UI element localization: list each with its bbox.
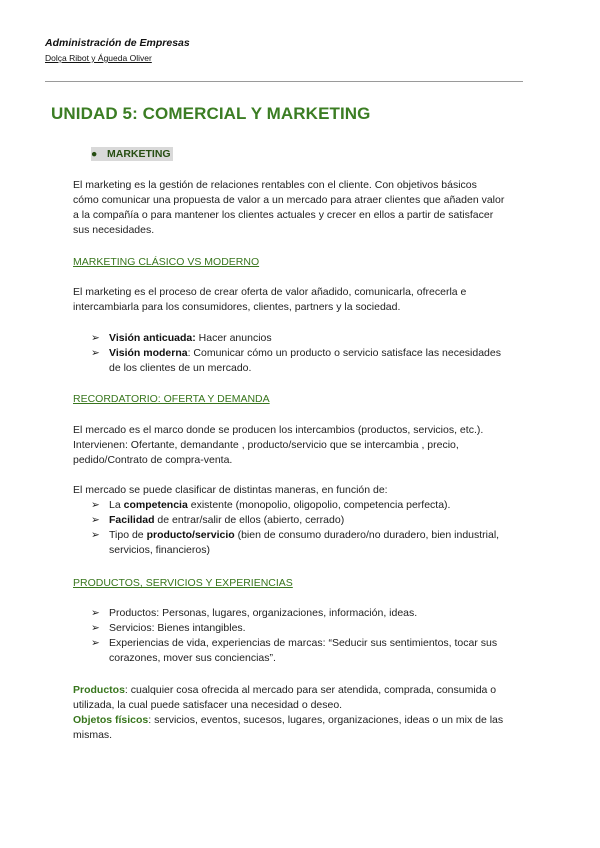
item-text: de los clientes de un mercado. [109, 362, 252, 374]
text-line: El mercado es el marco donde se producen los intercambios (productos, servicios, etc.). [73, 424, 484, 436]
topic-label: MARKETING [107, 148, 171, 160]
definitions [73, 683, 533, 743]
section-title-marketing-clasico: MARKETING CLÁSICO VS MODERNO [73, 256, 260, 268]
item-text: Productos: Personas, lugares, organizaciones, información, ideas. [109, 607, 418, 619]
topic-heading [91, 147, 173, 161]
list-item [91, 528, 531, 558]
unit-title: UNIDAD 5: COMERCIAL Y MARKETING [51, 104, 371, 123]
item-text: Servicios: Bienes intangibles. [109, 622, 246, 634]
bold-term: Visión moderna [109, 347, 188, 359]
item-text: corazones, mover sus conciencias”. [109, 652, 276, 664]
definition-term: Objetos físicos [73, 714, 149, 726]
definition-objetos [73, 713, 533, 728]
list-item [91, 498, 531, 513]
definition-text: : cualquier cosa ofrecida al mercado para ser atendida, comprada, consumida o [124, 684, 497, 696]
definition-productos [73, 683, 533, 698]
arrow-bullet-icon: ➢ [91, 637, 100, 649]
arrow-bullet-icon: ➢ [91, 622, 100, 634]
text-line: cómo comunicar una propuesta de valor a un mercado para atraer clientes que añaden valor [73, 194, 505, 206]
item-text: (bien de consumo duradero/no duradero, bien industrial, [234, 529, 500, 541]
item-text: Experiencias de vida, experiencias de marcas: “Seducir sus sentimientos, tocar sus [109, 637, 498, 649]
list-item [91, 621, 531, 636]
definition-term: Productos [73, 684, 125, 696]
text-line: El marketing es la gestión de relaciones rentables con el cliente. Con objetivos básicos [73, 179, 477, 191]
arrow-bullet-icon: ➢ [91, 514, 100, 526]
bold-term: competencia [123, 499, 188, 511]
item-text: Tipo de [109, 529, 147, 541]
text-line: intercambiarla para los consumidores, clientes, partners y la sociedad. [73, 301, 401, 313]
item-text: Hacer anuncios [195, 332, 272, 344]
text-line: El marketing es el proceso de crear oferta de valor añadido, comunicarla, ofrecerla e [73, 286, 467, 298]
intro-paragraph [73, 178, 533, 238]
header-divider [45, 81, 523, 82]
item-text: existente (monopolio, oligopolio, competencia perfecta). [187, 499, 451, 511]
section-title-productos: PRODUCTOS, SERVICIOS Y EXPERIENCIAS [73, 577, 293, 589]
text-line: Intervienen: Ofertante, demandante , producto/servicio que se intercambia , precio, [73, 439, 459, 451]
list-item [91, 636, 531, 666]
item-text: La [109, 499, 124, 511]
list-item [91, 346, 531, 376]
header-authors: Dolça Ribot y Águeda Oliver [45, 53, 152, 63]
item-text: : Comunicar cómo un producto o servicio satisface las necesidades [187, 347, 501, 359]
text-line: a la compañía o para mantener los clientes actuales y crecer en ellos a partir de satisfacer [73, 209, 494, 221]
sec2-list [91, 498, 531, 558]
sec1-paragraph [73, 285, 533, 315]
item-text: de entrar/salir de ellos (abierto, cerrado) [154, 514, 345, 526]
bold-term: Facilidad [109, 514, 155, 526]
list-item [91, 513, 531, 528]
bold-term: Visión anticuada: [109, 332, 196, 344]
text-line: utilizada, la cual puede satisfacer una necesidad o deseo. [73, 699, 343, 711]
header-course: Administración de Empresas [45, 37, 190, 49]
arrow-bullet-icon: ➢ [91, 499, 100, 511]
sec2-paragraph-2: El mercado se puede clasificar de distintas maneras, en función de: [73, 484, 388, 496]
definition-text: : servicios, eventos, sucesos, lugares, organizaciones, ideas o un mix de las [148, 714, 504, 726]
sec1-list [91, 331, 531, 376]
section-title-oferta-demanda: RECORDATORIO: OFERTA Y DEMANDA [73, 393, 270, 405]
sec2-paragraph [73, 423, 533, 468]
text-line: pedido/Contrato de compra-venta. [73, 454, 233, 466]
text-line: sus necesidades. [73, 224, 155, 236]
text-line: mismas. [73, 729, 113, 741]
bold-term: producto/servicio [146, 529, 235, 541]
bullet-icon: ● [91, 148, 98, 160]
list-item [91, 606, 531, 621]
item-text: servicios, financieros) [109, 544, 210, 556]
arrow-bullet-icon: ➢ [91, 529, 100, 541]
list-item [91, 331, 531, 346]
arrow-bullet-icon: ➢ [91, 332, 100, 344]
arrow-bullet-icon: ➢ [91, 347, 100, 359]
sec3-list [91, 606, 531, 666]
arrow-bullet-icon: ➢ [91, 607, 100, 619]
